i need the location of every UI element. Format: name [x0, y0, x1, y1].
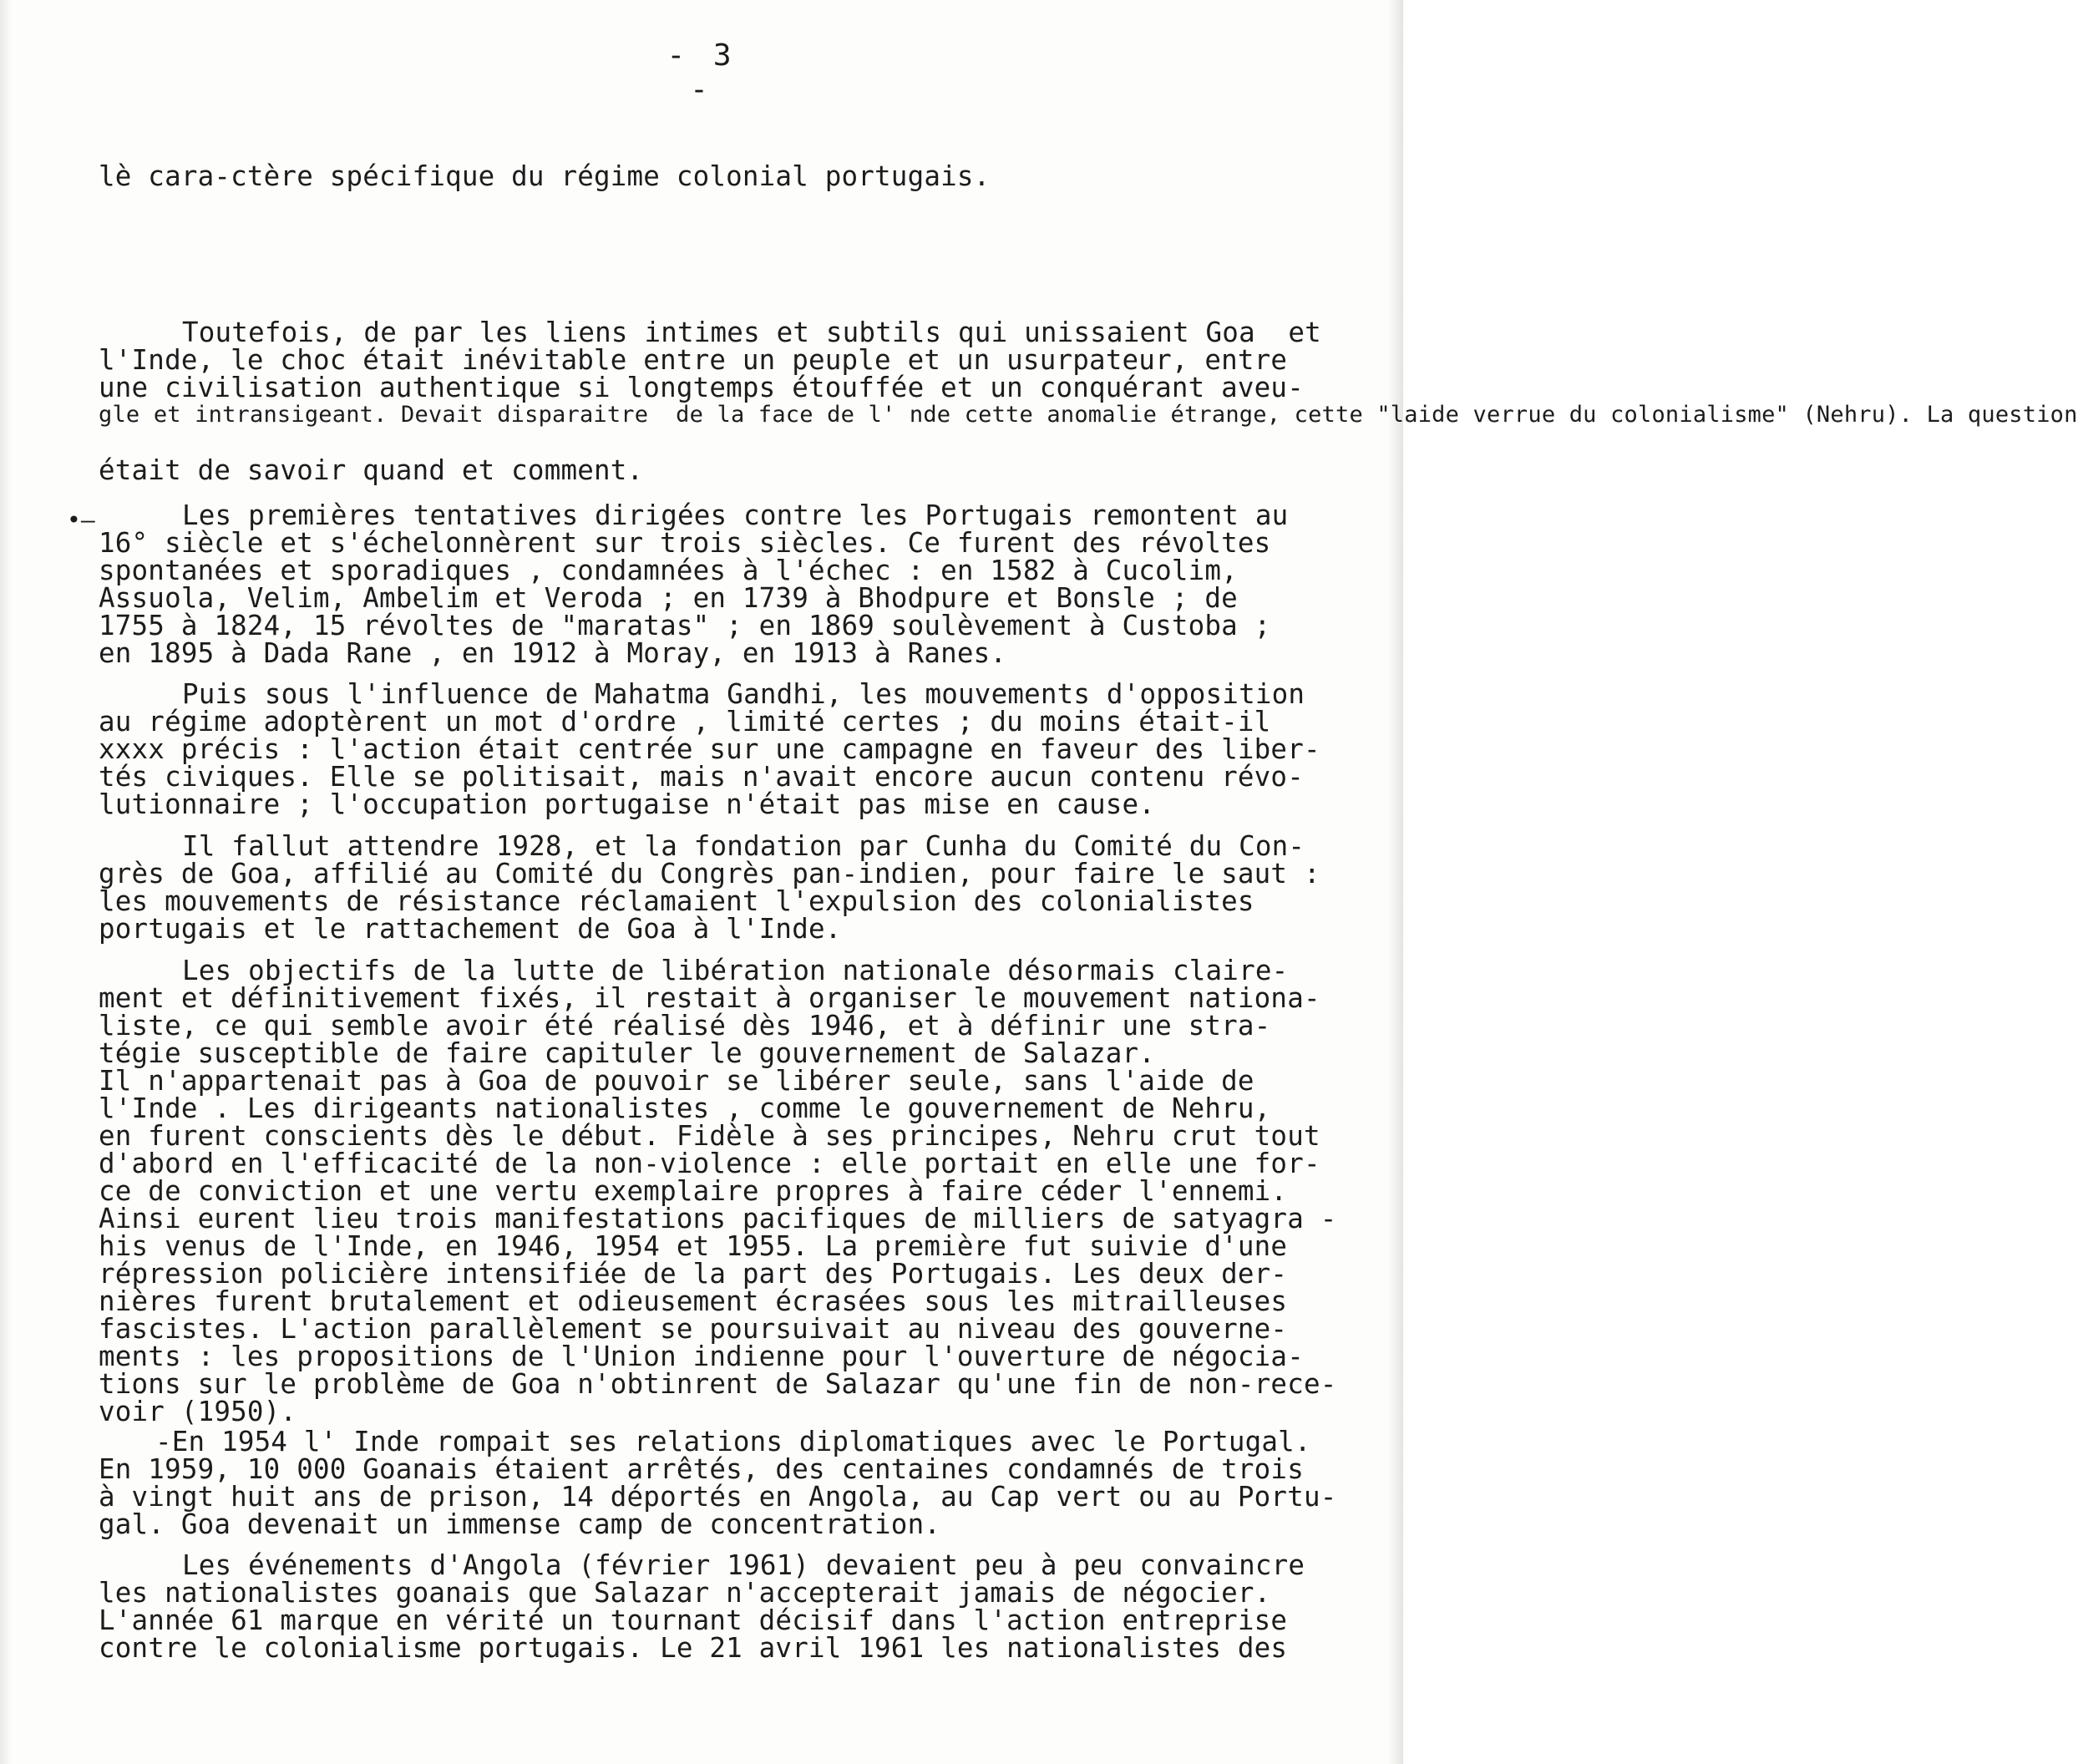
text-line: liste, ce qui semble avoir été réalisé dès 1946, et à définir une stra- — [99, 1010, 1271, 1042]
text-line: lè cara‐ctère spécifique du régime colonial portugais. — [99, 160, 991, 192]
text-line: portugais et le rattachement de Goa à l'Inde. — [99, 913, 842, 945]
text-line: nières furent brutalement et odieusement écrasées sous les mitrailleuses — [99, 1285, 1288, 1317]
text-line: Puis sous l'influence de Mahatma Gandhi, les mouvements d'opposition — [182, 678, 1305, 710]
page-number: - 3 - — [666, 38, 737, 107]
text-line: gal. Goa devenait un immense camp de concentration. — [99, 1508, 941, 1540]
text-line: 1755 à 1824, 15 révoltes de "maratas" ; en 1869 soulèvement à Custoba ; — [99, 610, 1271, 641]
text-line: tégie susceptible de faire capituler le gouvernement de Salazar. — [99, 1037, 1156, 1069]
text-line: en furent conscients dès le début. Fidèle à ses principes, Nehru crut tout — [99, 1120, 1320, 1152]
text-line: au régime adoptèrent un mot d'ordre , limité certes ; du moins était-il — [99, 706, 1271, 738]
text-line: ment et définitivement fixés, il restait à organiser le mouvement nationa- — [99, 982, 1320, 1014]
text-line: voir (1950). — [99, 1396, 297, 1427]
text-line: lutionnaire ; l'occupation portugaise n'était pas mise en cause. — [99, 788, 1156, 820]
text-line: -En 1954 l' Inde rompait ses relations diplomatiques avec le Portugal. — [155, 1426, 1311, 1457]
text-line: à vingt huit ans de prison, 14 déportés en Angola, au Cap vert ou au Portu- — [99, 1481, 1337, 1513]
text-line: en 1895 à Dada Rane , en 1912 à Moray, en 1913 à Ranes. — [99, 637, 1007, 669]
text-line: his venus de l'Inde, en 1946, 1954 et 1955. La première fut suivie d'une — [99, 1230, 1288, 1262]
text-line: 16° siècle et s'échelonnèrent sur trois siècles. Ce furent des révoltes — [99, 527, 1271, 559]
scan-edge-right — [1388, 0, 1403, 1764]
text-line: l'Inde, le choc était inévitable entre un peuple et un usurpateur, entre — [99, 344, 1288, 376]
margin-mark: •— — [67, 506, 95, 534]
text-line: tions sur le problème de Goa n'obtinrent de Salazar qu'une fin de non-rece- — [99, 1368, 1337, 1400]
text-line: Toutefois, de par les liens intimes et subtils qui unissaient Goa et — [182, 317, 1321, 348]
text-line: les mouvements de résistance réclamaient l'expulsion des colonialistes — [99, 885, 1254, 917]
text-line: Il n'appartenait pas à Goa de pouvoir se libérer seule, sans l'aide de — [99, 1065, 1254, 1097]
text-line: fascistes. L'action parallèlement se poursuivait au niveau des gouverne- — [99, 1313, 1288, 1345]
text-line: Les premières tentatives dirigées contre les Portugais remontent au — [182, 499, 1289, 531]
text-line: Les événements d'Angola (février 1961) devaient peu à peu convaincre — [182, 1549, 1305, 1581]
text-line: xxxx précis : l'action était centrée sur une campagne en faveur des liber- — [99, 733, 1320, 765]
text-line: d'abord en l'efficacité de la non-violence : elle portait en elle une for- — [99, 1148, 1320, 1179]
text-line: ments : les propositions de l'Union indienne pour l'ouverture de négocia- — [99, 1341, 1304, 1372]
text-line: Assuola, Velim, Ambelim et Veroda ; en 1739 à Bhodpure et Bonsle ; de — [99, 582, 1238, 614]
text-line: Ainsi eurent lieu trois manifestations pacifiques de milliers de satyagra - — [99, 1203, 1337, 1234]
text-line: grès de Goa, affilié au Comité du Congrès pan-indien, pour faire le saut : — [99, 858, 1320, 890]
scan-edge-left — [0, 0, 12, 1764]
text-line: Les objectifs de la lutte de libération nationale désormais claire- — [182, 955, 1289, 986]
text-line: l'Inde . Les dirigeants nationalistes , comme le gouvernement de Nehru, — [99, 1092, 1271, 1124]
text-line: Il fallut attendre 1928, et la fondation par Cunha du Comité du Con- — [182, 830, 1305, 862]
text-line: tés civiques. Elle se politisait, mais n'avait encore aucun contenu révo- — [99, 761, 1304, 793]
text-line: ce de conviction et une vertu exemplaire propres à faire céder l'ennemi. — [99, 1175, 1288, 1207]
text-line: L'année 61 marque en vérité un tournant décisif dans l'action entreprise — [99, 1604, 1288, 1636]
text-line: gle et intransigeant. Devait disparaitre de la face de l' nde cette anomalie étrange, cette "laide verrue du colonialisme" (Nehru). La question — [99, 402, 2078, 428]
text-line: spontanées et sporadiques , condamnées à l'échec : en 1582 à Cucolim, — [99, 555, 1238, 586]
text-line: répression policière intensifiée de la part des Portugais. Les deux der- — [99, 1258, 1288, 1290]
text-line: une civilisation authentique si longtemps étouffée et un conquérant aveu- — [99, 372, 1304, 403]
text-line: En 1959, 10 000 Goanais étaient arrêtés, des centaines condamnés de trois — [99, 1453, 1304, 1485]
text-line: était de savoir quand et comment. — [99, 454, 644, 486]
text-line: contre le colonialisme portugais. Le 21 avril 1961 les nationalistes des — [99, 1632, 1288, 1664]
text-line: les nationalistes goanais que Salazar n'accepterait jamais de négocier. — [99, 1577, 1271, 1609]
